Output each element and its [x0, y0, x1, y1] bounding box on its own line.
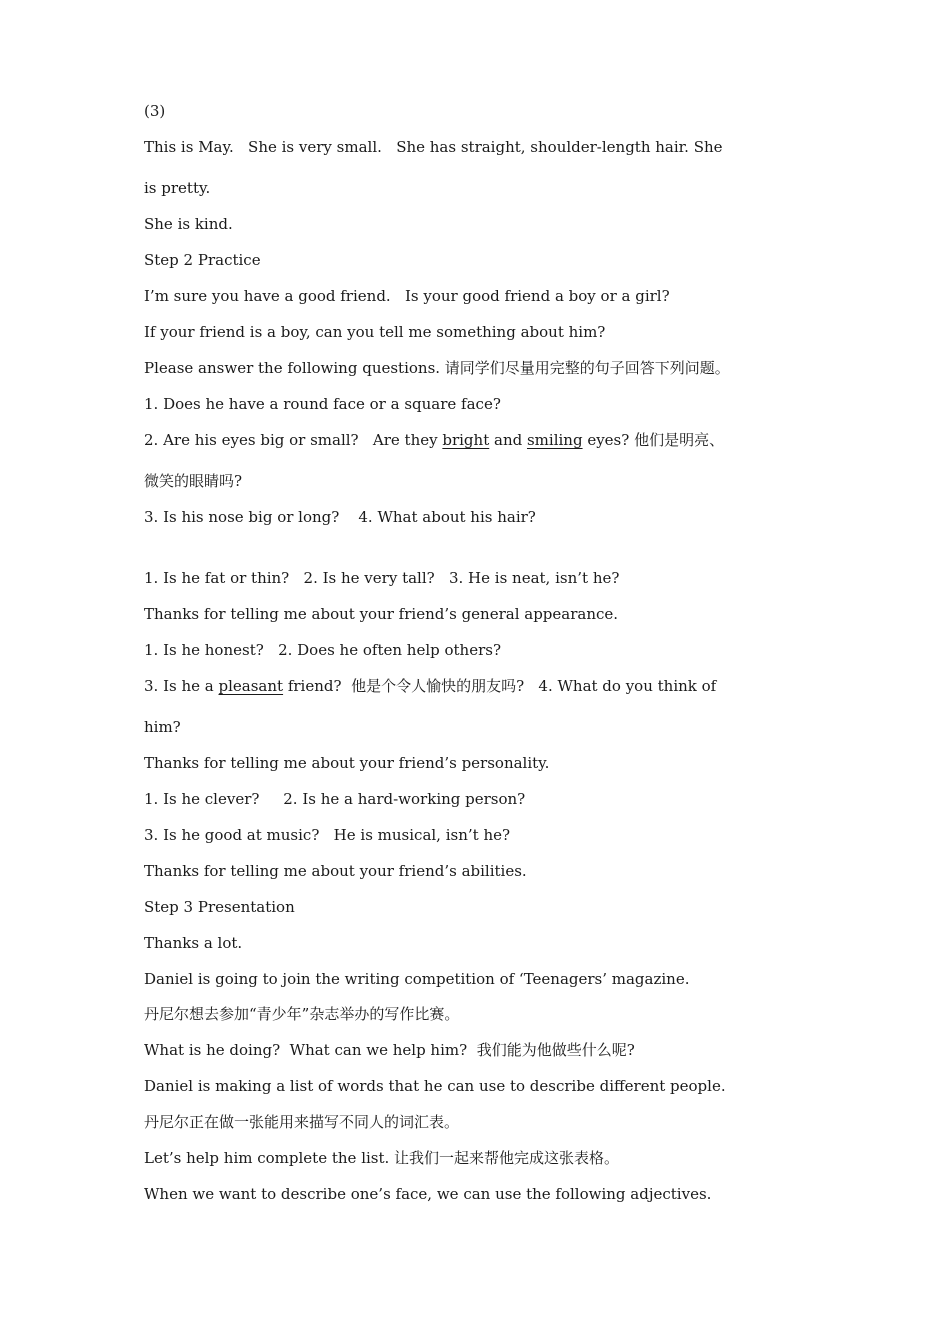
text-line: I’m sure you have a good friend. Is your good friend a boy or a girl?	[144, 287, 670, 305]
text-line: Thanks for telling me about your friend’s general appearance.	[144, 605, 619, 623]
text-line: When we want to describe one’s face, we can use the following adjectives.	[144, 1185, 712, 1203]
text-segment: 3. Is he a	[144, 677, 219, 695]
underlined-word: smiling	[526, 431, 583, 449]
question-line: 1. Is he clever? 2. Is he a hard-working person?	[144, 790, 526, 808]
question-line: 3. Is his nose big or long? 4. What about his hair?	[144, 508, 536, 526]
text-line: Please answer the following questions. 请同学们尽量用完整的句子回答下列问题。	[144, 359, 730, 377]
question-line: 1. Is he honest? 2. Does he often help others?	[144, 641, 501, 659]
text-line: Thanks for telling me about your friend’s abilities.	[144, 862, 527, 880]
text-line: What is he doing? What can we help him? 我们能为他做些什么呢?	[144, 1041, 635, 1059]
text-segment: eyes? 他们是明亮、	[582, 431, 725, 449]
text-line: Daniel is going to join the writing competition of ‘Teenagers’ magazine.	[144, 970, 690, 988]
text-line: This is May. She is very small. She has straight, shoulder-length hair. She	[144, 138, 723, 156]
underlined-word: bright	[442, 431, 490, 449]
question-line: 3. Is he good at music? He is musical, isn’t he?	[144, 826, 511, 844]
question-line-pleasant	[144, 676, 716, 696]
step-heading: Step 2 Practice	[144, 251, 261, 269]
text-line: Daniel is making a list of words that he can use to describe different people.	[144, 1077, 726, 1095]
text-segment: and	[489, 431, 527, 449]
question-line: 1. Does he have a round face or a square face?	[144, 395, 501, 413]
question-line-eyes	[144, 430, 724, 450]
text-line: Thanks for telling me about your friend’s personality.	[144, 754, 550, 772]
text-line-chinese: 丹尼尔正在做一张能用来描写不同人的词汇表。	[144, 1113, 460, 1131]
text-segment: friend? 他是个令人愉快的朋友吗? 4. What do you think of	[283, 677, 717, 695]
text-line-chinese: 丹尼尔想去参加“青少年”杂志举办的写作比赛。	[144, 1005, 460, 1023]
step-heading: Step 3 Presentation	[144, 898, 295, 916]
text-line: Thanks a lot.	[144, 934, 243, 952]
section-number: (3)	[144, 102, 166, 120]
underlined-word: pleasant	[218, 677, 284, 695]
text-line: 微笑的眼睛吗?	[144, 472, 243, 490]
text-line: him?	[144, 718, 181, 736]
text-line: She is kind.	[144, 215, 233, 233]
text-line: If your friend is a boy, can you tell me something about him?	[144, 323, 606, 341]
text-line: Let’s help him complete the list. 让我们一起来帮他完成这张表格。	[144, 1149, 620, 1167]
text-segment: 2. Are his eyes big or small? Are they	[144, 431, 443, 449]
question-line: 1. Is he fat or thin? 2. Is he very tall? 3. He is neat, isn’t he?	[144, 569, 620, 587]
text-line: is pretty.	[144, 179, 211, 197]
